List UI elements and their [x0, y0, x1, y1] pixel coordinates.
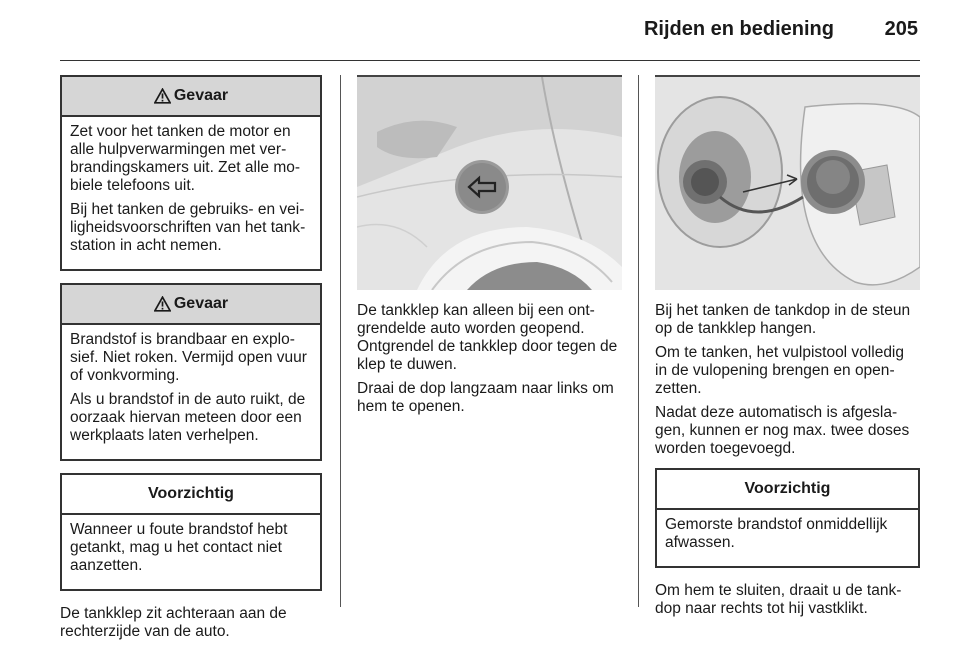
warning-triangle-icon — [154, 88, 171, 104]
danger-box-paragraph: Zet voor het tanken de motor en alle hulpverwarmingen met verbrandingskamers uit. Zet alle mobiele telefoons uit. — [70, 123, 301, 194]
column-divider-2 — [638, 75, 639, 607]
caution-box-paragraph: Wanneer u foute brandstof hebt getankt, mag u het contact niet aanzetten. — [70, 521, 288, 574]
caution-box-body — [62, 515, 320, 589]
column-2-text — [357, 302, 622, 416]
page-number: 205 — [884, 18, 918, 40]
warning-triangle-icon — [154, 296, 171, 312]
caution-box-heading: Voorzichtig — [62, 475, 320, 515]
body-paragraph: Om te tanken, het vulpistool volledig in de vulopening brengen en openzetten. — [655, 344, 904, 397]
caution-box-body — [657, 510, 918, 566]
danger-box-fuel — [60, 283, 322, 461]
caution-box-paragraph: Gemorste brandstof onmiddellijk afwassen. — [665, 516, 888, 551]
fuel-cap-illustration — [655, 75, 920, 290]
body-paragraph: Draai de dop langzaam naar links om hem te openen. — [357, 380, 614, 415]
caution-box-wrong-fuel — [60, 473, 322, 591]
danger-box-heading-text: Gevaar — [173, 295, 229, 312]
caution-box-spilled-fuel — [655, 468, 920, 568]
closing-text: Om hem te sluiten, draait u de tankdop naar rechts tot hij vastklikt. — [655, 582, 902, 617]
fuel-flap-car-illustration — [357, 75, 622, 290]
danger-box-body — [62, 117, 320, 269]
body-paragraph: Nadat deze automatisch is afgeslagen, kunnen er nog max. twee doses worden toegevoegd. — [655, 404, 910, 457]
column-3-text — [655, 302, 920, 458]
danger-box-paragraph: Als u brandstof in de auto ruikt, de oorzaak hiervan meteen door een werkplaats laten verhelpen. — [70, 391, 306, 444]
body-paragraph: De tankklep kan alleen bij een ontgrendelde auto worden geopend. Ontgrendel de tankklep door tegen de klep te duwen. — [357, 302, 618, 373]
column-1 — [60, 75, 322, 647]
danger-box-heading — [62, 285, 320, 325]
danger-box-heading — [62, 77, 320, 117]
fuel-flap-location-text: De tankklep zit achteraan aan de rechterzijde van de auto. — [60, 605, 287, 640]
danger-box-paragraph: Bij het tanken de gebruiks- en veiligheidsvoorschriften van het tankstation in acht nemen. — [70, 201, 306, 254]
column-2 — [357, 75, 622, 422]
danger-box-body — [62, 325, 320, 459]
caution-box-heading: Voorzichtig — [657, 470, 918, 510]
danger-box-paragraph: Brandstof is brandbaar en explosief. Niet roken. Vermijd open vuur of vonkvorming. — [70, 331, 307, 384]
column-3 — [655, 75, 920, 624]
column-divider-1 — [340, 75, 341, 607]
body-paragraph: Bij het tanken de tankdop in de steun op de tankklep hangen. — [655, 302, 911, 337]
danger-box-heading-text: Gevaar — [173, 87, 229, 104]
header-rule — [60, 60, 920, 61]
danger-box-fire — [60, 75, 322, 271]
page-header-title: Rijden en bediening — [643, 18, 834, 40]
